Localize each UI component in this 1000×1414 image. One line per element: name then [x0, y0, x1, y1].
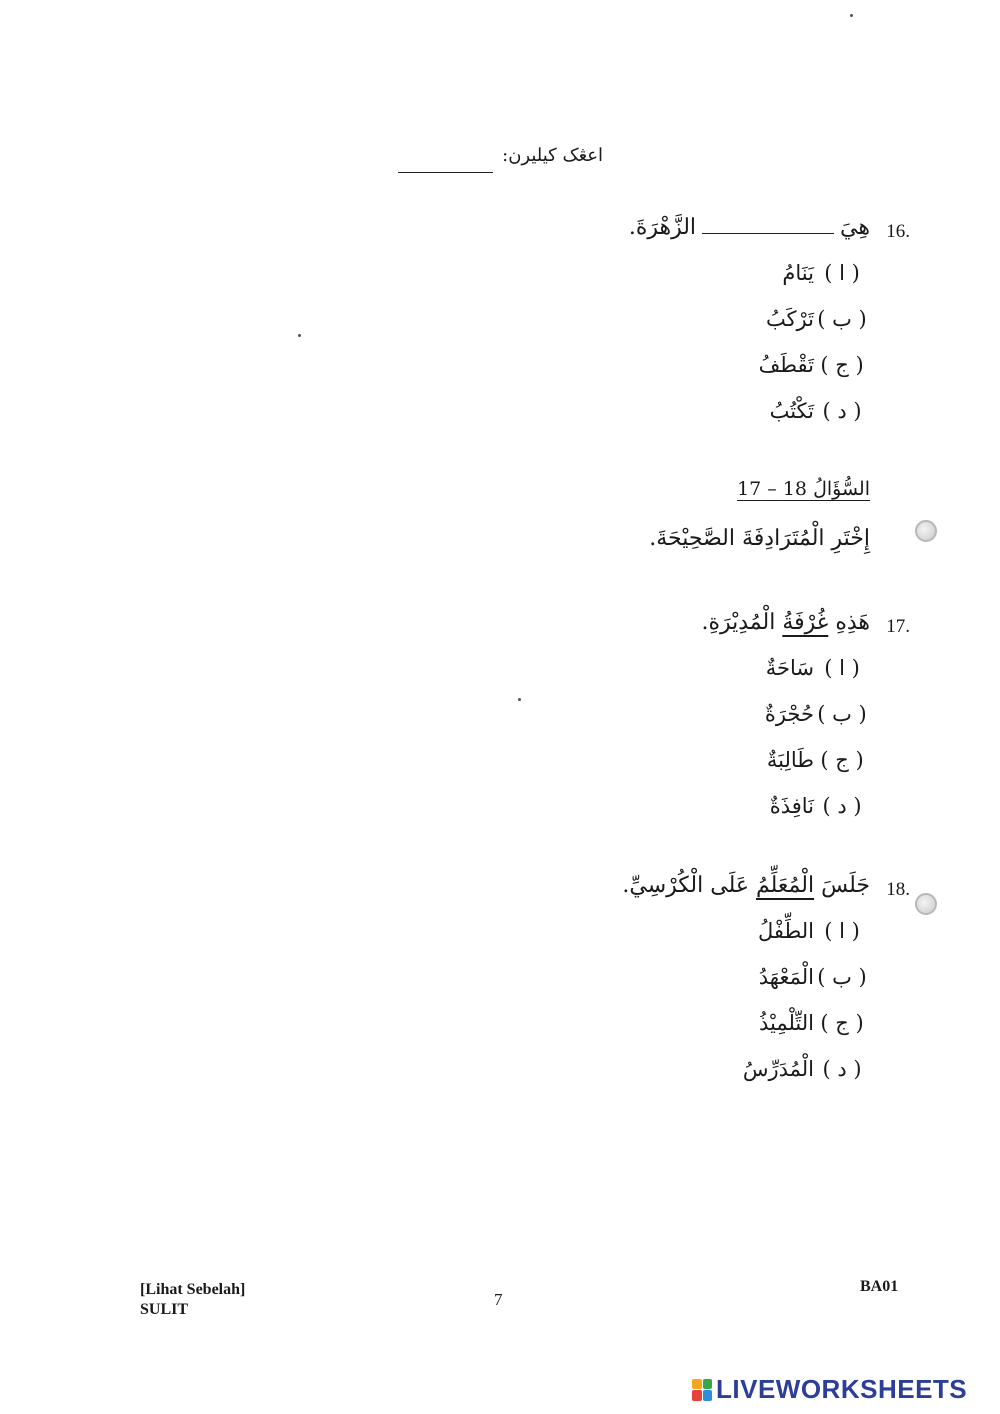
option-letter: ( ج ) — [820, 1011, 864, 1035]
option-letter: ( د ) — [822, 1057, 862, 1081]
option-text: حُجْرَةٌ — [764, 702, 814, 726]
question-stem — [570, 215, 870, 240]
option-letter: ( ب ) — [817, 965, 867, 989]
stem-text: هِيَ — [840, 215, 870, 240]
paper-code: BA01 — [860, 1278, 899, 1295]
option-d[interactable] — [710, 794, 870, 840]
option-text: يَنَامُ — [782, 261, 814, 285]
option-text: الْمَعْهَدُ — [758, 965, 814, 989]
option-text: الطِّفْلُ — [758, 919, 814, 943]
option-text: نَافِذَةٌ — [769, 794, 814, 818]
options-list — [710, 261, 870, 445]
option-text: طَالِبَةٌ — [766, 748, 814, 772]
option-a[interactable] — [710, 919, 870, 965]
classification-label: SULIT — [140, 1301, 189, 1318]
option-text: سَاحَةٌ — [765, 656, 814, 680]
option-letter: ( ج ) — [820, 748, 864, 772]
stem-text: هَذِهِ — [835, 610, 870, 635]
liveworksheets-logo-icon — [692, 1379, 712, 1401]
question-number: 16. — [886, 221, 910, 242]
name-field — [398, 145, 603, 175]
option-d[interactable] — [710, 1057, 870, 1103]
option-b[interactable] — [710, 307, 870, 353]
option-b[interactable] — [710, 702, 870, 748]
option-text: تَقْطَفُ — [758, 353, 814, 377]
option-a[interactable] — [710, 261, 870, 307]
option-text: تَكْتُبُ — [769, 399, 814, 423]
question-number: 17. — [886, 616, 910, 637]
question-stem — [570, 873, 870, 898]
option-text: التِّلْمِيْذُ — [758, 1011, 814, 1035]
stem-text: الزَّهْرَةَ. — [628, 215, 697, 240]
option-c[interactable] — [710, 748, 870, 794]
scan-speck — [298, 334, 301, 337]
option-a[interactable] — [710, 656, 870, 702]
stem-text: جَلَسَ — [821, 873, 870, 898]
option-letter: ( د ) — [822, 794, 862, 818]
section-title: السُّؤَالُ 18 – 17 — [737, 478, 870, 500]
option-text: الْمُدَرِّسُ — [742, 1057, 814, 1081]
option-letter: ( ا ) — [824, 656, 860, 680]
page-number: 7 — [494, 1290, 503, 1309]
option-letter: ( ب ) — [817, 307, 867, 331]
underlined-word: الْمُعَلِّمُ — [755, 873, 815, 898]
hole-punch-marker — [915, 893, 937, 915]
scan-speck — [518, 698, 521, 701]
liveworksheets-watermark — [692, 1374, 967, 1405]
option-letter: ( ب ) — [817, 702, 867, 726]
options-list — [710, 919, 870, 1103]
name-blank-line — [398, 172, 493, 173]
question-17 — [570, 610, 910, 818]
hole-punch-marker — [915, 520, 937, 542]
footer-left — [140, 1280, 245, 1320]
option-c[interactable] — [710, 1011, 870, 1057]
section-instruction: إِخْتَرِ الْمُتَرَادِفَةَ الصَّحِيْحَةَ. — [649, 526, 870, 551]
option-letter: ( ج ) — [820, 353, 864, 377]
name-label: اعڠک کيليرن: — [502, 145, 603, 166]
answer-blank[interactable] — [702, 219, 834, 234]
option-b[interactable] — [710, 965, 870, 1011]
question-number: 18. — [886, 879, 910, 900]
option-letter: ( ا ) — [824, 919, 860, 943]
stem-text: الْمُدِيْرَةِ. — [701, 610, 776, 635]
scan-speck — [850, 14, 853, 17]
option-d[interactable] — [710, 399, 870, 445]
option-text: تَرْكَبُ — [765, 307, 814, 331]
stem-text: عَلَى الْكُرْسِيِّ. — [622, 873, 749, 898]
option-letter: ( ا ) — [824, 261, 860, 285]
brand-text: LIVEWORKSHEETS — [716, 1374, 968, 1404]
options-list — [710, 656, 870, 840]
question-18 — [570, 873, 910, 1081]
question-stem — [570, 610, 870, 635]
next-page-note: [Lihat Sebelah] — [140, 1281, 246, 1298]
question-16 — [570, 215, 910, 423]
underlined-word: غُرْفَةُ — [782, 610, 829, 635]
option-c[interactable] — [710, 353, 870, 399]
option-letter: ( د ) — [822, 399, 862, 423]
